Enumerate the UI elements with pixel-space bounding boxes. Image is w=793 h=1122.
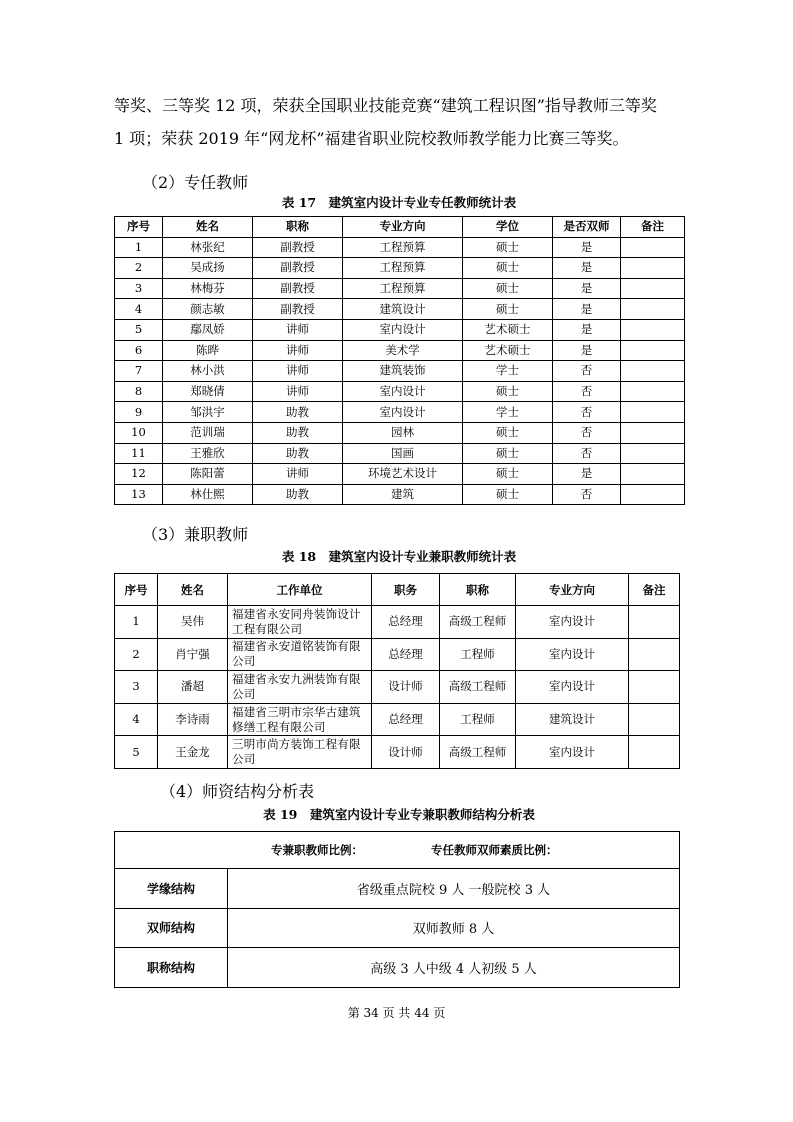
table-cell: 林仕熙 <box>163 484 253 505</box>
table-cell: 室内设计 <box>516 736 629 769</box>
table-cell: 硕士 <box>463 237 553 258</box>
table-cell: 室内设计 <box>343 402 463 423</box>
t17-header-cell: 专业方向 <box>343 217 463 238</box>
table-cell: 否 <box>553 422 621 443</box>
table-cell: 室内设计 <box>516 638 629 671</box>
table-cell <box>621 443 685 464</box>
section-3-heading: （3）兼职教师 <box>142 525 249 544</box>
table-cell: 助教 <box>253 402 343 423</box>
table-cell: 设计师 <box>372 671 440 704</box>
table-cell: 王金龙 <box>158 736 228 769</box>
table-cell: 建筑 <box>343 484 463 505</box>
table-cell: 工程预算 <box>343 278 463 299</box>
table-cell: 环境艺术设计 <box>343 464 463 485</box>
table-cell: 高级工程师 <box>440 736 516 769</box>
table-cell: 总经理 <box>372 606 440 639</box>
table-header-row <box>115 574 680 606</box>
table-cell: 硕士 <box>463 258 553 279</box>
structure-label-cell: 学缘结构 <box>115 869 228 909</box>
table-cell: 2 <box>115 638 158 671</box>
table-cell: 5 <box>115 319 163 340</box>
table-cell: 工程预算 <box>343 258 463 279</box>
table-row <box>115 237 685 258</box>
table-cell: 王雅欣 <box>163 443 253 464</box>
table-cell: 李诗雨 <box>158 703 228 736</box>
table-cell: 学士 <box>463 361 553 382</box>
table-cell: 福建省永安同舟装饰设计工程有限公司 <box>228 606 372 639</box>
t18-header-cell: 备注 <box>629 574 680 606</box>
table-cell: 林张纪 <box>163 237 253 258</box>
table-cell: 室内设计 <box>516 671 629 704</box>
table-cell <box>629 703 680 736</box>
table-cell: 陈晔 <box>163 340 253 361</box>
table-cell <box>621 361 685 382</box>
table-cell: 硕士 <box>463 422 553 443</box>
table-cell <box>621 484 685 505</box>
table-cell <box>629 606 680 639</box>
ratio-right-label: 专任教师双师素质比例： <box>431 843 558 857</box>
table-cell: 10 <box>115 422 163 443</box>
table-cell: 3 <box>115 671 158 704</box>
table-row <box>115 736 680 769</box>
t17-header-cell: 备注 <box>621 217 685 238</box>
table-19-caption: 表 19 建筑室内设计专业专兼职教师结构分析表 <box>263 807 535 822</box>
table-cell: 室内设计 <box>343 381 463 402</box>
table-cell: 硕士 <box>463 484 553 505</box>
page-footer: 第 34 页 共 44 页 <box>347 1006 446 1020</box>
table-cell: 室内设计 <box>343 319 463 340</box>
structure-value-cell: 高级 3 人中级 4 人初级 5 人 <box>228 948 680 988</box>
table-cell: 硕士 <box>463 381 553 402</box>
table-header-row <box>115 832 680 869</box>
table-cell <box>621 340 685 361</box>
table-cell: 福建省永安道铭装饰有限公司 <box>228 638 372 671</box>
table-cell: 11 <box>115 443 163 464</box>
table-cell: 助教 <box>253 422 343 443</box>
table-cell <box>621 381 685 402</box>
table-cell: 高级工程师 <box>440 671 516 704</box>
table-row <box>115 258 685 279</box>
table-cell: 副教授 <box>253 258 343 279</box>
table-row <box>115 464 685 485</box>
table-cell: 鄢凤娇 <box>163 319 253 340</box>
structure-label-cell: 职称结构 <box>115 948 228 988</box>
t17-header-cell: 是否双师 <box>553 217 621 238</box>
table-cell: 陈阳蕾 <box>163 464 253 485</box>
ratio-left-label: 专兼职教师比例： <box>270 843 363 857</box>
table-cell: 5 <box>115 736 158 769</box>
table-cell: 邹洪宇 <box>163 402 253 423</box>
table-cell: 3 <box>115 278 163 299</box>
structure-value-cell: 双师教师 8 人 <box>228 908 680 948</box>
table-row <box>115 671 680 704</box>
table-cell: 艺术硕士 <box>463 340 553 361</box>
table-cell: 副教授 <box>253 278 343 299</box>
table-row <box>115 278 685 299</box>
table-cell: 美术学 <box>343 340 463 361</box>
table-cell: 7 <box>115 361 163 382</box>
table-cell: 讲师 <box>253 319 343 340</box>
table-cell: 潘超 <box>158 671 228 704</box>
table-row <box>115 381 685 402</box>
table-cell: 是 <box>553 258 621 279</box>
table-row <box>115 422 685 443</box>
ratio-header-cell <box>115 832 680 869</box>
table-cell: 肖宁强 <box>158 638 228 671</box>
table-row <box>115 361 685 382</box>
table-cell <box>629 671 680 704</box>
table-row <box>115 484 685 505</box>
t18-header-cell: 职务 <box>372 574 440 606</box>
table-cell <box>621 422 685 443</box>
table-cell: 6 <box>115 340 163 361</box>
table-row <box>115 319 685 340</box>
table-cell: 福建省三明市宗华古建筑修缮工程有限公司 <box>228 703 372 736</box>
table-cell: 否 <box>553 402 621 423</box>
full-time-teachers-table <box>114 216 685 505</box>
table-cell: 助教 <box>253 484 343 505</box>
t17-header-cell: 职称 <box>253 217 343 238</box>
table-cell: 郑晓倩 <box>163 381 253 402</box>
section-4-heading: （4）师资结构分析表 <box>160 782 315 801</box>
table-row <box>115 908 680 948</box>
t18-header-cell: 职称 <box>440 574 516 606</box>
table-cell: 硕士 <box>463 464 553 485</box>
table-cell: 9 <box>115 402 163 423</box>
table-cell: 学士 <box>463 402 553 423</box>
table-cell: 讲师 <box>253 381 343 402</box>
table-cell <box>629 736 680 769</box>
table-cell <box>621 319 685 340</box>
table-cell: 1 <box>115 237 163 258</box>
table-cell: 吴伟 <box>158 606 228 639</box>
table-cell: 园林 <box>343 422 463 443</box>
table-cell <box>629 638 680 671</box>
table-cell: 工程师 <box>440 638 516 671</box>
table-cell <box>621 237 685 258</box>
table-cell: 工程师 <box>440 703 516 736</box>
table-cell: 2 <box>115 258 163 279</box>
table-cell: 是 <box>553 299 621 320</box>
table-cell: 硕士 <box>463 443 553 464</box>
table-cell <box>621 278 685 299</box>
table-cell: 总经理 <box>372 638 440 671</box>
t18-header-cell: 姓名 <box>158 574 228 606</box>
table-18-caption: 表 18 建筑室内设计专业兼职教师统计表 <box>281 549 517 564</box>
table-cell: 高级工程师 <box>440 606 516 639</box>
table-cell: 吴成扬 <box>163 258 253 279</box>
table-row <box>115 703 680 736</box>
table-cell: 副教授 <box>253 299 343 320</box>
table-cell: 硕士 <box>463 278 553 299</box>
section-2-heading: （2）专任教师 <box>142 173 249 192</box>
table-cell: 8 <box>115 381 163 402</box>
table-row <box>115 443 685 464</box>
table-cell: 讲师 <box>253 361 343 382</box>
table-cell: 是 <box>553 319 621 340</box>
part-time-teachers-table <box>114 573 680 769</box>
table-cell: 颜志敏 <box>163 299 253 320</box>
intro-line-1: 等奖、三等奖 12 项，荣获全国职业技能竞赛“建筑工程识图”指导教师三等奖 <box>114 96 657 115</box>
table-cell: 助教 <box>253 443 343 464</box>
table-cell: 建筑设计 <box>516 703 629 736</box>
table-cell: 13 <box>115 484 163 505</box>
t17-header-cell: 学位 <box>463 217 553 238</box>
structure-label-cell: 双师结构 <box>115 908 228 948</box>
table-cell: 讲师 <box>253 464 343 485</box>
table-cell: 林小洪 <box>163 361 253 382</box>
t18-header-cell: 序号 <box>115 574 158 606</box>
table-cell: 1 <box>115 606 158 639</box>
t17-header-cell: 序号 <box>115 217 163 238</box>
table-cell: 否 <box>553 443 621 464</box>
table-cell: 是 <box>553 237 621 258</box>
table-cell: 4 <box>115 299 163 320</box>
structure-analysis-table <box>114 831 680 988</box>
table-cell <box>621 402 685 423</box>
table-row <box>115 402 685 423</box>
table-row <box>115 869 680 909</box>
table-cell <box>621 258 685 279</box>
table-row <box>115 606 680 639</box>
table-cell: 副教授 <box>253 237 343 258</box>
table-cell <box>621 464 685 485</box>
table-row <box>115 299 685 320</box>
t18-header-cell: 工作单位 <box>228 574 372 606</box>
t18-header-cell: 专业方向 <box>516 574 629 606</box>
table-cell: 建筑设计 <box>343 299 463 320</box>
table-cell: 否 <box>553 484 621 505</box>
structure-value-cell: 省级重点院校 9 人 一般院校 3 人 <box>228 869 680 909</box>
table-cell: 否 <box>553 381 621 402</box>
table-cell: 范训瑞 <box>163 422 253 443</box>
table-cell <box>621 299 685 320</box>
table-cell: 否 <box>553 361 621 382</box>
table-cell: 国画 <box>343 443 463 464</box>
table-cell: 福建省永安九洲装饰有限公司 <box>228 671 372 704</box>
table-cell: 室内设计 <box>516 606 629 639</box>
intro-line-2: 1 项；荣获 2019 年“网龙杯”福建省职业院校教师教学能力比赛三等奖。 <box>114 129 629 148</box>
table-cell: 是 <box>553 464 621 485</box>
table-cell: 设计师 <box>372 736 440 769</box>
table-cell: 4 <box>115 703 158 736</box>
table-17-caption: 表 17 建筑室内设计专业专任教师统计表 <box>281 195 517 210</box>
table-row <box>115 638 680 671</box>
table-cell: 硕士 <box>463 299 553 320</box>
table-cell: 三明市尚方装饰工程有限公司 <box>228 736 372 769</box>
table-cell: 是 <box>553 340 621 361</box>
table-row <box>115 340 685 361</box>
table-cell: 工程预算 <box>343 237 463 258</box>
table-cell: 林梅芬 <box>163 278 253 299</box>
table-row <box>115 948 680 988</box>
table-header-row <box>115 217 685 238</box>
table-cell: 12 <box>115 464 163 485</box>
table-cell: 是 <box>553 278 621 299</box>
table-cell: 建筑装饰 <box>343 361 463 382</box>
table-cell: 总经理 <box>372 703 440 736</box>
table-cell: 讲师 <box>253 340 343 361</box>
table-cell: 艺术硕士 <box>463 319 553 340</box>
t17-header-cell: 姓名 <box>163 217 253 238</box>
